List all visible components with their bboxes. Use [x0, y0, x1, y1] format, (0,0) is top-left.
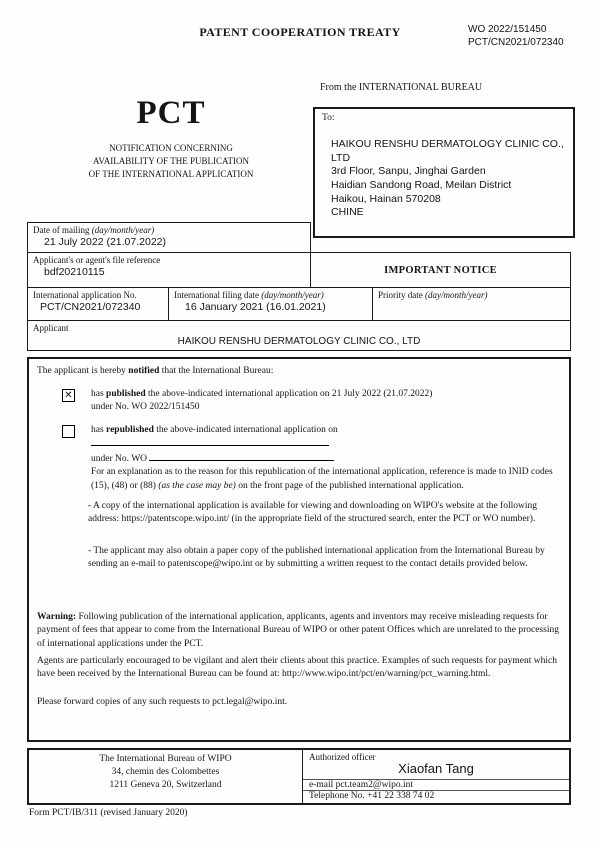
form-subtitle-line: AVAILABILITY OF THE PUBLICATION: [93, 156, 249, 167]
filing-date-label: International filing date: [174, 290, 262, 300]
address-line: 3rd Floor, Sanpu, Jinghai Garden: [331, 165, 486, 178]
republished-text: has republished the above-indicated international application on under No. WO For an explanation as to the reason for this republication of the international application, reference is made to INID codes (15), (48) or (88) (as the case may be) on the front page of the published international application.: [91, 425, 553, 491]
bureau-address: [29, 750, 302, 803]
paper-copy-paragraph: - The applicant may also obtain a paper copy of the published international application from the International Bureau by sending an e-mail to patentscope@wipo.int or by submitting a written request to the contact details provided below.: [88, 546, 545, 570]
address-line: Haidian Sandong Road, Meilan District: [331, 178, 512, 191]
priority-date-note: (day/month/year): [425, 290, 488, 300]
filing-date-note: (day/month/year): [261, 290, 324, 300]
file-reference-value: bdf20210115: [44, 266, 105, 278]
to-label: To:: [322, 113, 335, 123]
wo-number: WO 2022/151450: [468, 24, 547, 35]
republished-date-blank: [91, 437, 329, 446]
pct-logo: PCT: [136, 95, 206, 131]
republished-item: [62, 424, 559, 493]
notification-body-box: [27, 357, 571, 742]
officer-email: e-mail pct.team2@wipo.int: [303, 779, 569, 790]
form-subtitle: [40, 142, 302, 181]
copy-availability-paragraph: - A copy of the international application is available for viewing and downloading on WIPO's website at the following address: https://patentscope.wipo.int/ (in the appropriate field of the structured search, enter the PCT or WO number).: [88, 501, 537, 525]
officer-telephone: Telephone No. +41 22 338 74 02: [303, 790, 569, 803]
bureau-line: 1211 Geneva 20, Switzerland: [109, 779, 222, 790]
file-reference-label: Applicant's or agent's file reference: [33, 255, 161, 265]
pct-logo-block: [40, 97, 302, 181]
important-notice-text: IMPORTANT NOTICE: [384, 264, 497, 276]
address-line: Haikou, Hainan 570208: [331, 192, 441, 205]
warning-label: Warning:: [37, 612, 77, 622]
date-of-mailing-note: (day/month/year): [91, 225, 155, 235]
date-of-mailing-value: 21 July 2022 (21.07.2022): [44, 236, 167, 248]
application-number-label: International application No.: [33, 290, 137, 300]
published-text: has published the above-indicated international application on 21 July 2022 (21.07.2022) under No. WO 2022/151450: [91, 389, 433, 413]
date-of-mailing-cell: [27, 222, 311, 253]
applicant-cell: [27, 320, 571, 351]
important-notice-cell: [310, 252, 571, 288]
agents-paragraph: Agents are particularly encouraged to be vigilant and alert their clients about this practice. Examples of such requests for payment which have been received by the International Bureau can be found at: http://www.wipo.int/pct/en/warning/pct_warning.html.: [37, 656, 557, 680]
applicant-value: HAIKOU RENSHU DERMATOLOGY CLINIC CO., LTD: [177, 336, 421, 347]
form-subtitle-line: OF THE INTERNATIONAL APPLICATION: [88, 169, 254, 180]
application-number-value: PCT/CN2021/072340: [40, 301, 141, 313]
published-checkbox-checked-icon[interactable]: ✕: [62, 389, 75, 402]
address-line: LTD: [331, 151, 351, 164]
authorized-officer-cell: [302, 750, 569, 803]
bureau-line: The International Bureau of WIPO: [99, 754, 232, 764]
form-identifier: Form PCT/IB/311 (revised January 2020): [29, 808, 188, 818]
applicant-label: Applicant: [33, 323, 69, 333]
published-item: [62, 388, 561, 415]
published-under-no: under No. WO 2022/151450: [91, 402, 200, 413]
address-line: HAIKOU RENSHU DERMATOLOGY CLINIC CO.,: [331, 138, 564, 150]
warning-paragraph: Warning: Following publication of the international application, applicants, agents and inventors may receive misleading requests for payment of fees that appear to come from the International Bureau of WIPO or other patent Offices which are unrelated to the processing of international applications under the PCT.: [37, 612, 559, 649]
file-reference-cell: [27, 252, 311, 288]
pct-number: PCT/CN2021/072340: [468, 36, 564, 48]
authorized-officer-name: Xiaofan Tang: [398, 761, 474, 776]
addressee-box: [313, 107, 575, 238]
forward-requests-paragraph: Please forward copies of any such requests to pct.legal@wipo.int.: [37, 697, 288, 707]
authorized-officer-label: Authorized officer: [309, 752, 376, 762]
footer-box: [27, 748, 571, 805]
republished-checkbox-unchecked-icon[interactable]: [62, 425, 75, 438]
priority-date-cell: [372, 287, 571, 321]
priority-date-label: Priority date: [378, 290, 425, 300]
from-international-bureau: From the INTERNATIONAL BUREAU: [320, 82, 483, 93]
republished-number-blank: [149, 452, 334, 461]
document-title: PATENT COOPERATION TREATY: [199, 25, 401, 39]
form-subtitle-line: NOTIFICATION CONCERNING: [109, 143, 233, 153]
filing-date-cell: [168, 287, 373, 321]
date-of-mailing-label: Date of mailing: [33, 225, 92, 235]
republished-under-no: under No. WO: [91, 453, 150, 464]
address-line: CHINE: [331, 206, 364, 219]
publication-references: [468, 24, 564, 49]
filing-date-value: 16 January 2021 (16.01.2021): [185, 301, 326, 313]
application-number-cell: [27, 287, 169, 321]
bureau-line: 34, chemin des Colombettes: [111, 766, 220, 777]
notified-intro: The applicant is hereby notified that the International Bureau:: [37, 366, 274, 376]
addressee-address: [331, 138, 573, 220]
